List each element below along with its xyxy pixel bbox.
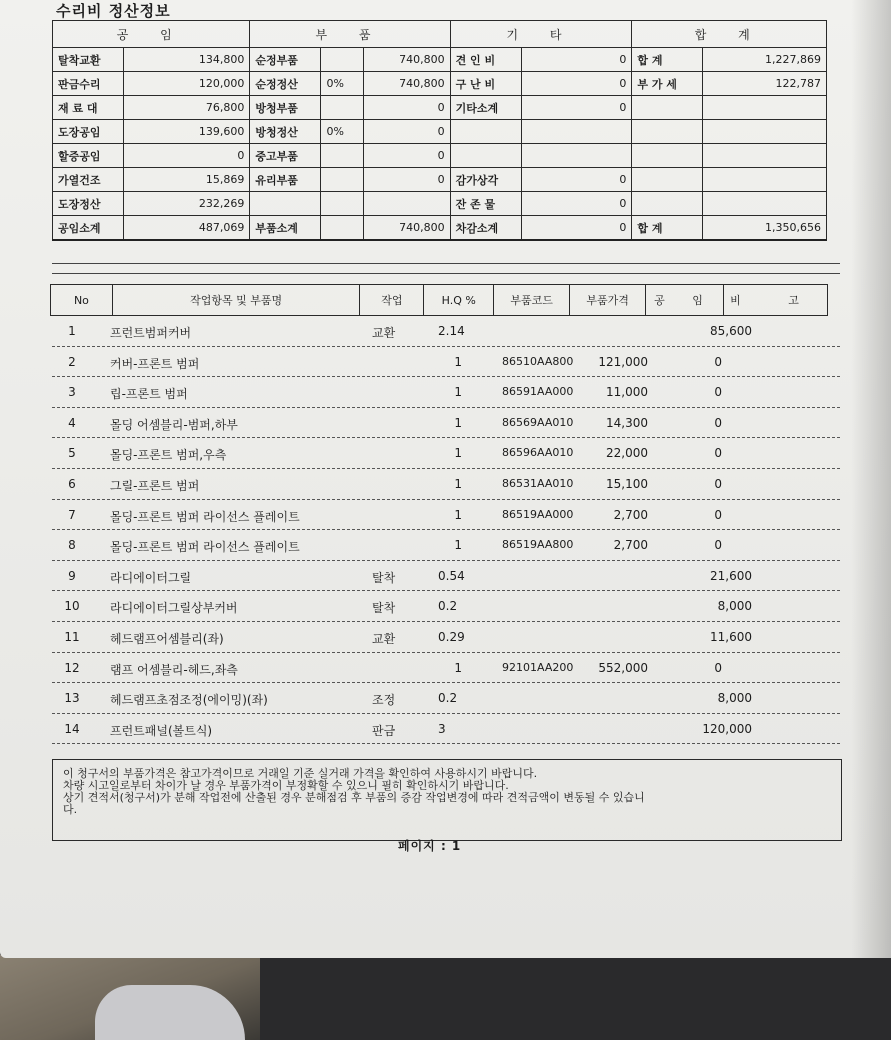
row-no: 7 [68, 507, 76, 522]
row-hq: 2.14 [438, 324, 465, 338]
table-row [52, 714, 840, 745]
table-row [52, 347, 840, 378]
etc-label: 차감소계 [450, 216, 521, 241]
total-label [632, 192, 703, 216]
labor-value: 76,800 [124, 96, 250, 120]
parts-label: 방청정산 [250, 120, 321, 144]
row-no: 1 [68, 324, 76, 338]
labor-label: 할증공임 [53, 144, 124, 168]
row-work: 교환 [372, 631, 396, 646]
row-labor: 8,000 [717, 599, 752, 614]
row-no: 14 [64, 721, 80, 736]
table-row [52, 683, 840, 714]
labor-label: 재 료 대 [53, 96, 124, 120]
row-no: 9 [68, 568, 76, 583]
table-row [52, 377, 840, 408]
parts-rate [321, 96, 363, 120]
parts-label: 부품소계 [250, 216, 321, 241]
row-no: 2 [68, 354, 76, 369]
summary-header-row [53, 21, 827, 48]
row-name: 라디에이터그릴상부커버 [110, 601, 238, 616]
etc-value [521, 144, 632, 168]
row-no: 4 [68, 415, 76, 430]
table-row [52, 530, 840, 561]
row-price: 15,100 [606, 476, 648, 491]
section-title: 수리비 정산정보 [56, 2, 171, 20]
row-name: 헤드램프어셈블리(좌) [110, 631, 224, 646]
row-no: 12 [64, 660, 80, 675]
row-name: 라디에이터그릴 [110, 570, 192, 585]
total-value [703, 144, 827, 168]
row-hq: 1 [454, 507, 462, 522]
row-no: 10 [64, 599, 80, 614]
etc-label: 감가상각 [450, 168, 521, 192]
total-value [703, 192, 827, 216]
row-work: 판금 [372, 723, 396, 738]
labor-value: 0 [124, 144, 250, 168]
row-code: 86591AA000 [502, 385, 574, 399]
row-name: 헤드램프초점조정(에이밍)(좌) [110, 693, 268, 708]
col-price: 부품가격 [570, 285, 646, 316]
row-name: 립-프론트 범퍼 [110, 387, 188, 402]
labor-label: 탈착교환 [53, 48, 124, 72]
parts-value: 0 [363, 144, 450, 168]
row-work: 교환 [372, 326, 396, 340]
parts-label: 방청부품 [250, 96, 321, 120]
labor-label: 도장정산 [53, 192, 124, 216]
total-label [632, 144, 703, 168]
item-list [52, 316, 840, 744]
table-row [52, 316, 840, 347]
row-code: 86596AA010 [502, 446, 574, 460]
etc-label: 견 인 비 [450, 48, 521, 72]
row-no: 13 [64, 691, 80, 706]
total-label: 부 가 세 [632, 72, 703, 96]
row-labor: 11,600 [710, 629, 752, 644]
table-row [52, 653, 840, 684]
total-value [703, 168, 827, 192]
etc-value: 0 [521, 192, 632, 216]
row-name: 몰딩-프론트 범퍼 라이선스 플레이트 [110, 509, 300, 524]
row-name: 프런트패널(볼트식) [110, 723, 213, 738]
row-labor: 0 [714, 415, 722, 430]
etc-value: 0 [521, 216, 632, 241]
row-code: 86531AA010 [502, 476, 574, 490]
row-labor: 21,600 [710, 568, 752, 583]
table-row [52, 622, 840, 653]
row-price: 552,000 [598, 660, 648, 675]
summary-row [53, 72, 827, 96]
labor-label: 판금수리 [53, 72, 124, 96]
parts-label [250, 192, 321, 216]
parts-value: 0 [363, 96, 450, 120]
row-hq: 1 [454, 385, 462, 400]
summary-row [53, 96, 827, 120]
etc-value [521, 120, 632, 144]
summary-row [53, 168, 827, 192]
total-value [703, 120, 827, 144]
parts-rate: 0% [321, 72, 363, 96]
total-header: 합 계 [632, 21, 827, 48]
labor-value: 134,800 [124, 48, 250, 72]
row-hq: 3 [438, 721, 446, 736]
row-work: 조정 [372, 693, 396, 708]
summary-row [53, 48, 827, 72]
labor-header: 공 임 [53, 21, 250, 48]
row-name: 그릴-프론트 범퍼 [110, 478, 200, 493]
etc-value: 0 [521, 96, 632, 120]
summary-row [53, 120, 827, 144]
parts-label: 중고부품 [250, 144, 321, 168]
parts-value: 0 [363, 120, 450, 144]
notice-line: 상기 견적서(청구서)가 분해 작업전에 산출된 경우 분해점검 후 부품의 증감 작업변경에 따라 견적금액이 변동될 수 있습니 [63, 791, 645, 804]
row-code: 92101AA200 [502, 660, 574, 674]
col-remarks: 비 고 [723, 285, 827, 316]
page-shadow [851, 0, 891, 958]
row-name: 몰딩 어셈블리-범퍼,하부 [110, 417, 238, 432]
row-work: 탈착 [372, 570, 396, 585]
row-code: 86569AA010 [502, 415, 574, 429]
parts-value [363, 192, 450, 216]
row-price: 22,000 [606, 446, 648, 461]
page-number: 페이지 : 1 [398, 839, 462, 853]
row-hq: 0.2 [438, 691, 458, 706]
table-row [52, 408, 840, 439]
parts-rate [321, 144, 363, 168]
row-price: 11,000 [606, 385, 648, 400]
col-name: 작업항목 및 부품명 [112, 285, 360, 316]
row-no: 3 [68, 385, 76, 400]
row-price: 2,700 [613, 538, 648, 553]
summary-body [53, 48, 827, 241]
summary-row [53, 216, 827, 241]
parts-value: 740,800 [363, 216, 450, 241]
etc-value: 0 [521, 48, 632, 72]
row-hq: 1 [454, 476, 462, 491]
row-labor: 0 [714, 660, 722, 675]
row-hq: 0.29 [438, 629, 465, 644]
parts-label: 순정부품 [250, 48, 321, 72]
summary-row [53, 144, 827, 168]
row-price: 121,000 [598, 354, 648, 369]
labor-value: 15,869 [124, 168, 250, 192]
etc-header: 기 타 [450, 21, 632, 48]
row-hq: 1 [454, 660, 462, 675]
total-value: 1,350,656 [703, 216, 827, 241]
etc-label: 기타소계 [450, 96, 521, 120]
row-name: 몰딩-프론트 범퍼 라이선스 플레이트 [110, 540, 300, 555]
labor-label: 도장공임 [53, 120, 124, 144]
labor-value: 232,269 [124, 192, 250, 216]
total-value [703, 96, 827, 120]
parts-rate [321, 192, 363, 216]
row-hq: 1 [454, 446, 462, 461]
etc-label [450, 120, 521, 144]
parts-value: 0 [363, 168, 450, 192]
row-price: 14,300 [606, 415, 648, 430]
row-hq: 1 [454, 538, 462, 553]
items-header-row [51, 285, 828, 316]
row-name: 프런트범퍼커버 [110, 326, 192, 340]
total-label: 합 계 [632, 216, 703, 241]
parts-value: 740,800 [363, 48, 450, 72]
parts-rate [321, 216, 363, 241]
row-hq: 1 [454, 354, 462, 369]
col-no: No [51, 285, 113, 316]
row-code: 86519AA800 [502, 538, 574, 552]
row-labor: 0 [714, 538, 722, 553]
row-no: 6 [68, 476, 76, 491]
row-price: 2,700 [613, 507, 648, 522]
row-name: 램프 어셈블리-헤드,좌측 [110, 662, 238, 677]
labor-label: 공임소계 [53, 216, 124, 241]
row-no: 5 [68, 446, 76, 461]
row-code: 86510AA800 [502, 354, 574, 368]
notice-line: 이 청구서의 부품가격은 참고가격이므로 거래일 기준 실거래 가격을 확인하여 사용하시기 바랍니다. [63, 767, 538, 780]
parts-value: 740,800 [363, 72, 450, 96]
etc-label [450, 144, 521, 168]
total-label [632, 168, 703, 192]
table-row [52, 500, 840, 531]
row-no: 11 [64, 629, 80, 644]
etc-label: 구 난 비 [450, 72, 521, 96]
total-value: 1,227,869 [703, 48, 827, 72]
row-hq: 0.54 [438, 568, 465, 583]
divider-line [52, 263, 840, 264]
col-labor: 공 임 [646, 285, 724, 316]
row-no: 8 [68, 538, 76, 553]
row-hq: 1 [454, 415, 462, 430]
etc-label: 잔 존 물 [450, 192, 521, 216]
labor-value: 139,600 [124, 120, 250, 144]
total-label [632, 120, 703, 144]
col-hq: H.Q % [424, 285, 494, 316]
table-row [52, 438, 840, 469]
etc-value: 0 [521, 168, 632, 192]
row-labor: 85,600 [710, 324, 752, 338]
labor-value: 120,000 [124, 72, 250, 96]
summary-row [53, 192, 827, 216]
labor-label: 가열건조 [53, 168, 124, 192]
row-hq: 0.2 [438, 599, 458, 614]
notice-line: 다. [63, 803, 78, 816]
settlement-summary-table [52, 20, 827, 241]
divider-line [52, 273, 840, 274]
parts-rate: 0% [321, 120, 363, 144]
row-labor: 0 [714, 507, 722, 522]
notice-line: 차량 시고일로부터 차이가 날 경우 부품가격이 부정확할 수 있으니 필히 확인하시기 바랍니다. [63, 779, 509, 792]
row-labor: 0 [714, 354, 722, 369]
parts-label: 순정정산 [250, 72, 321, 96]
col-work: 작업 [360, 285, 424, 316]
parts-rate [321, 168, 363, 192]
row-labor: 120,000 [702, 721, 752, 736]
row-name: 몰딩-프론트 범퍼,우측 [110, 448, 227, 463]
total-value: 122,787 [703, 72, 827, 96]
table-row [52, 469, 840, 500]
row-labor: 8,000 [717, 691, 752, 706]
table-row [52, 591, 840, 622]
total-label [632, 96, 703, 120]
row-code: 86519AA000 [502, 507, 574, 521]
row-work: 탈착 [372, 601, 396, 616]
parts-rate [321, 48, 363, 72]
labor-value: 487,069 [124, 216, 250, 241]
parts-header: 부 품 [250, 21, 450, 48]
items-header-table [50, 284, 828, 316]
parts-label: 유리부품 [250, 168, 321, 192]
row-labor: 0 [714, 476, 722, 491]
row-labor: 0 [714, 385, 722, 400]
table-row [52, 561, 840, 592]
notice-box [52, 759, 842, 841]
total-label: 합 계 [632, 48, 703, 72]
row-name: 커버-프론트 범퍼 [110, 356, 200, 371]
etc-value: 0 [521, 72, 632, 96]
row-labor: 0 [714, 446, 722, 461]
col-code: 부품코드 [494, 285, 570, 316]
